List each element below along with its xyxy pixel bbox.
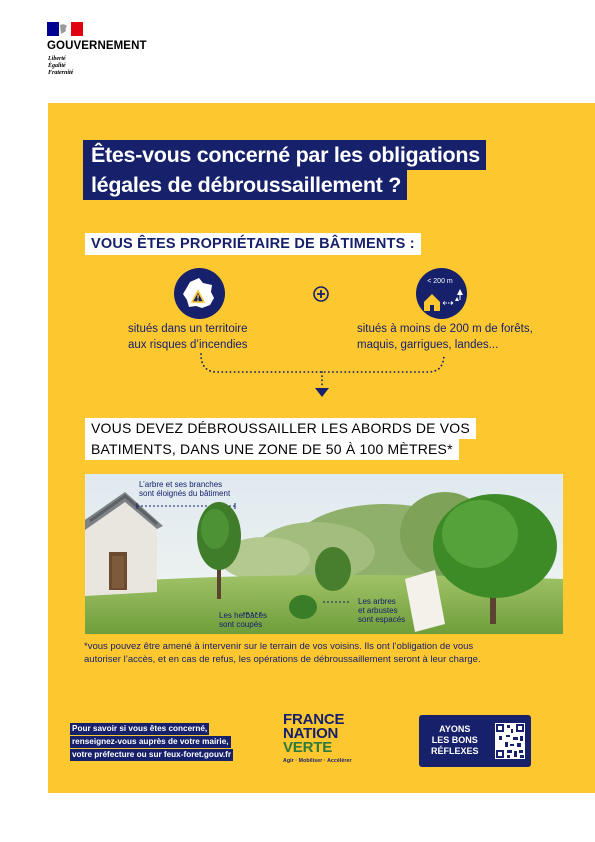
obligation-heading: VOUS DEVEZ DÉBROUSSAILLER LES ABORDS DE VOS BATIMENTS, DANS UNE ZONE DE 50 À 100 MÈTRES* [85,418,476,460]
caption-shrubs: Les arbres et arbustes sont espacés [358,597,406,624]
government-wordmark: GOUVERNEMENT [47,40,147,52]
caption-grass: Les herbacés sont coupés [219,611,268,629]
footnote: *vous pouvez être amené à intervenir sur le terrain de vos voisins. Ils ont l’obligation de vous autoriser l’accès, et en cas de refus, les opérations de débroussaillement seront à leur charge. [84,641,481,665]
republic-motto: Liberté Égalité Fraternité [48,56,74,76]
distance-label: < 200 m [427,278,453,285]
france-nation-verte-logo: FRANCE NATION VERTE Agir · Mobiliser · Accélérer [283,711,352,764]
right-caption: situés à moins de 200 m de forêts, maquis, garrigues, landes... [357,323,533,351]
caption-trees: L’arbre et ses branches sont éloignés du bâtiment [139,480,231,498]
left-caption: situés dans un territoire aux risques d’incendies [128,323,248,351]
info-box: Pour savoir si vous êtes concerné, renseignez-vous auprès de votre mairie, votre préfecture ou sur feux-foret.gouv.fr [72,724,232,759]
marianne-flag-logo [47,22,83,36]
qr-code-icon[interactable] [495,723,525,759]
reflex-text: AYONS LES BONS RÉFLEXES [431,724,479,756]
owner-heading: VOUS ÊTES PROPRIÉTAIRE DE BÂTIMENTS : [85,233,421,255]
house-distance-icon [416,268,467,319]
landscape-illustration [85,474,563,634]
reflex-badge [419,715,531,767]
plus-icon [313,286,329,302]
france-warning-icon [174,268,225,319]
connector-arrow [195,352,450,402]
poster-title: Êtes-vous concerné par les obligations légales de débroussaillement ? [83,140,486,200]
